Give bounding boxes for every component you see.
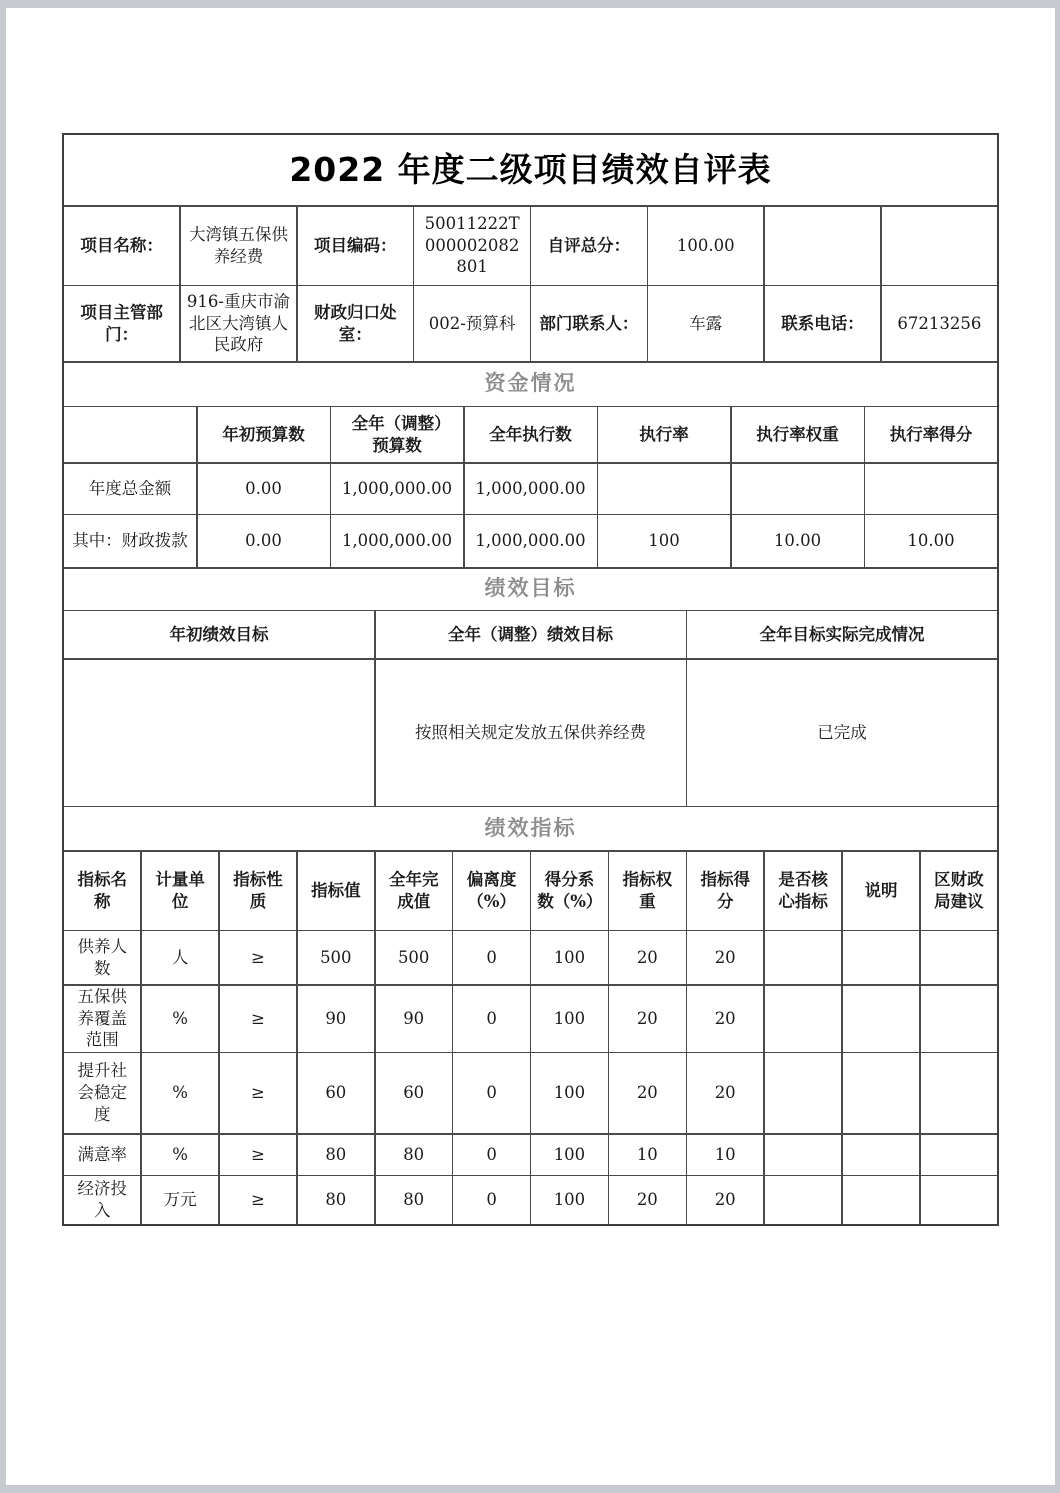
- finance-office-value: 002-预算科: [414, 286, 529, 361]
- indicator-header-core: 是否核心指标: [765, 852, 841, 930]
- indicator-cell: 80: [298, 1176, 374, 1224]
- indicator-cell: 10: [687, 1135, 763, 1175]
- indicator-cell: ≥: [220, 931, 296, 984]
- funding-cell: 10.00: [732, 515, 864, 567]
- funding-header-rate-score: 执行率得分: [865, 407, 997, 462]
- indicator-cell: ≥: [220, 1135, 296, 1175]
- indicator-header-deviation: 偏离度（%）: [453, 852, 529, 930]
- project-code-label: 项目编码：: [298, 207, 413, 285]
- indicator-cell: 20: [609, 1053, 685, 1133]
- indicator-header-completed: 全年完成值: [376, 852, 452, 930]
- indicator-cell: 万元: [142, 1176, 218, 1224]
- indicator-cell: [843, 986, 919, 1052]
- info-empty-cell: [882, 207, 997, 285]
- project-name-label: 项目名称：: [64, 207, 179, 285]
- indicator-cell: 10: [609, 1135, 685, 1175]
- indicator-cell: [765, 1176, 841, 1224]
- dept-label: 项目主管部门：: [64, 286, 179, 361]
- funding-header-initial: 年初预算数: [198, 407, 330, 462]
- indicator-header-name: 指标名称: [64, 852, 140, 930]
- info-empty-cell: [765, 207, 880, 285]
- indicator-cell: 80: [376, 1176, 452, 1224]
- indicator-cell: 20: [687, 986, 763, 1052]
- self-evaluation-form: [62, 133, 999, 1226]
- indicator-cell: 500: [376, 931, 452, 984]
- indicator-cell: ≥: [220, 1053, 296, 1133]
- indicator-cell: 20: [609, 1176, 685, 1224]
- indicator-header-advice: 区财政局建议: [921, 852, 997, 930]
- indicator-cell: [765, 1053, 841, 1133]
- indicator-cell: 90: [376, 986, 452, 1052]
- indicator-cell: 500: [298, 931, 374, 984]
- indicator-cell: 20: [687, 1176, 763, 1224]
- section-title-goals: 绩效目标: [64, 569, 997, 610]
- funding-header-adjusted: 全年（调整）预算数: [331, 407, 463, 462]
- indicator-cell: 60: [298, 1053, 374, 1133]
- indicator-cell: %: [142, 1135, 218, 1175]
- indicator-cell: 100: [531, 1176, 607, 1224]
- funding-cell: 1,000,000.00: [465, 515, 597, 567]
- indicator-cell: 人: [142, 931, 218, 984]
- indicator-cell: 0: [453, 931, 529, 984]
- funding-cell: [732, 464, 864, 514]
- funding-header-rate-weight: 执行率权重: [732, 407, 864, 462]
- indicator-header-target: 指标值: [298, 852, 374, 930]
- indicator-cell: 90: [298, 986, 374, 1052]
- funding-cell: [865, 464, 997, 514]
- indicator-cell: [765, 1135, 841, 1175]
- indicator-cell: 20: [609, 931, 685, 984]
- funding-cell: 0.00: [198, 515, 330, 567]
- funding-cell: 100: [598, 515, 730, 567]
- indicator-name: 经济投入: [64, 1176, 140, 1224]
- indicator-cell: 0: [453, 1053, 529, 1133]
- indicator-cell: 100: [531, 1053, 607, 1133]
- funding-cell: 1,000,000.00: [331, 515, 463, 567]
- indicator-cell: [921, 1053, 997, 1133]
- indicator-cell: [921, 931, 997, 984]
- indicator-cell: [843, 1135, 919, 1175]
- indicator-cell: [843, 1053, 919, 1133]
- indicator-name: 提升社会稳定度: [64, 1053, 140, 1133]
- indicator-cell: [921, 986, 997, 1052]
- contact-value: 车露: [648, 286, 763, 361]
- goals-header-initial: 年初绩效目标: [64, 611, 374, 658]
- funding-cell: 10.00: [865, 515, 997, 567]
- phone-value: 67213256: [882, 286, 997, 361]
- indicator-cell: %: [142, 1053, 218, 1133]
- indicator-cell: [765, 986, 841, 1052]
- funding-row-label: 其中：财政拨款: [64, 515, 196, 567]
- self-score-value: 100.00: [648, 207, 763, 285]
- funding-cell: 0.00: [198, 464, 330, 514]
- goals-cell-actual: 已完成: [687, 660, 997, 806]
- indicator-cell: 0: [453, 986, 529, 1052]
- indicator-cell: [921, 1176, 997, 1224]
- self-score-label: 自评总分：: [531, 207, 646, 285]
- indicator-cell: 20: [687, 1053, 763, 1133]
- indicator-cell: 20: [609, 986, 685, 1052]
- indicator-header-note: 说明: [843, 852, 919, 930]
- dept-value: 916-重庆市渝北区大湾镇人民政府: [181, 286, 296, 361]
- indicator-cell: %: [142, 986, 218, 1052]
- indicator-cell: 100: [531, 1135, 607, 1175]
- goals-cell-adjusted: 按照相关规定发放五保供养经费: [376, 660, 686, 806]
- goals-cell-initial: [64, 660, 374, 806]
- form-title: 2022 年度二级项目绩效自评表: [64, 135, 997, 205]
- indicator-cell: 0: [453, 1135, 529, 1175]
- indicator-header-weight: 指标权重: [609, 852, 685, 930]
- indicator-name: 五保供养覆盖范围: [64, 986, 140, 1052]
- funding-cell: 1,000,000.00: [465, 464, 597, 514]
- section-title-indicators: 绩效指标: [64, 807, 997, 850]
- indicator-cell: ≥: [220, 1176, 296, 1224]
- project-code-value: 50011222T000002082801: [414, 207, 529, 285]
- indicator-header-nature: 指标性质: [220, 852, 296, 930]
- funding-header-executed: 全年执行数: [465, 407, 597, 462]
- goals-header-adjusted: 全年（调整）绩效目标: [376, 611, 686, 658]
- indicator-name: 供养人数: [64, 931, 140, 984]
- indicator-header-score: 指标得分: [687, 852, 763, 930]
- indicator-cell: 20: [687, 931, 763, 984]
- funding-row-label: 年度总金额: [64, 464, 196, 514]
- indicator-cell: [765, 931, 841, 984]
- funding-header-rate: 执行率: [598, 407, 730, 462]
- indicator-cell: [921, 1135, 997, 1175]
- indicator-cell: 0: [453, 1176, 529, 1224]
- funding-cell: [598, 464, 730, 514]
- funding-cell: 1,000,000.00: [331, 464, 463, 514]
- indicator-name: 满意率: [64, 1135, 140, 1175]
- indicator-cell: 80: [298, 1135, 374, 1175]
- project-name-value: 大湾镇五保供养经费: [181, 207, 296, 285]
- section-title-funding: 资金情况: [64, 363, 997, 406]
- indicator-cell: ≥: [220, 986, 296, 1052]
- indicator-cell: [843, 931, 919, 984]
- indicator-header-unit: 计量单位: [142, 852, 218, 930]
- indicator-header-coeff: 得分系数（%）: [531, 852, 607, 930]
- goals-header-actual: 全年目标实际完成情况: [687, 611, 997, 658]
- indicator-cell: 60: [376, 1053, 452, 1133]
- indicator-cell: 100: [531, 931, 607, 984]
- document-page: [6, 8, 1055, 1485]
- phone-label: 联系电话：: [765, 286, 880, 361]
- indicator-cell: [843, 1176, 919, 1224]
- contact-label: 部门联系人：: [531, 286, 646, 361]
- funding-header-blank: [64, 407, 196, 462]
- finance-office-label: 财政归口处室：: [298, 286, 413, 361]
- indicator-cell: 100: [531, 986, 607, 1052]
- indicator-cell: 80: [376, 1135, 452, 1175]
